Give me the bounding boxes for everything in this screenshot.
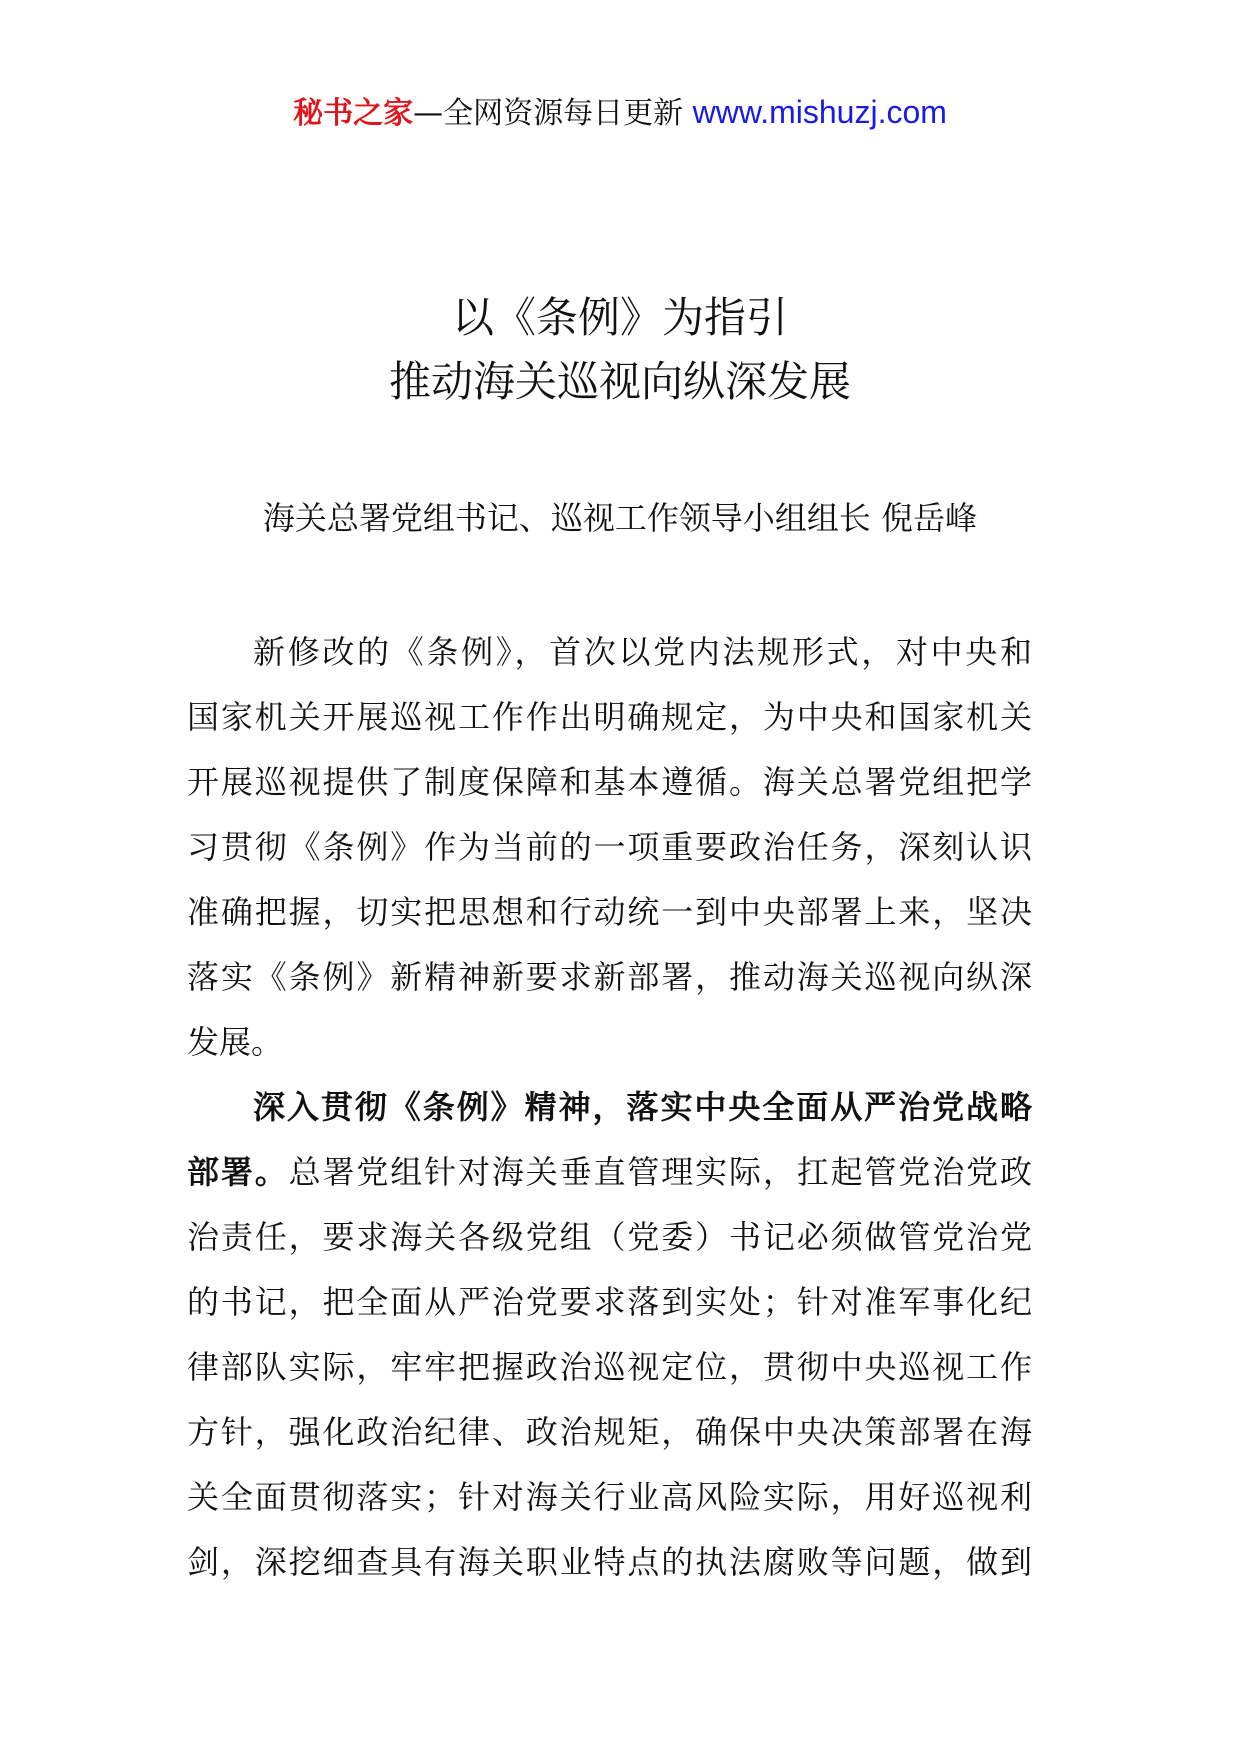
paragraph-line: 习贯彻《条例》作为当前的一项重要政治任务，深刻认识 [187,828,1032,866]
document-body [187,620,1032,1595]
paragraph-line: 准确把握，切实把思想和行动统一到中央部署上来，坚决 [187,893,1032,931]
paragraph-line: 剑，深挖细查具有海关职业特点的执法腐败等问题，做到 [187,1543,1032,1581]
site-header [0,92,1240,134]
paragraph-line: 新修改的《条例》，首次以党内法规形式，对中央和 [253,633,1032,671]
paragraph-line: 落实《条例》新精神新要求新部署，推动海关巡视向纵深 [187,958,1032,996]
paragraph-line: 国家机关开展巡视工作作出明确规定，为中央和国家机关 [187,698,1032,736]
paragraph-2 [187,1075,1032,1595]
document-title-line-1: 以《条例》为指引 [451,293,788,342]
paragraph-line: 方针，强化政治纪律、政治规矩，确保中央决策部署在海 [187,1413,1032,1451]
author-byline: 海关总署党组书记、巡视工作领导小组组长 倪岳峰 [262,499,978,537]
paragraph-line: 律部队实际，牢牢把握政治巡视定位，贯彻中央巡视工作 [187,1348,1032,1386]
section-heading: 深入贯彻《条例》精神，落实中央全面从严治党战略 [253,1088,1032,1126]
paragraph-line: 发展。 [187,1023,284,1061]
paragraph-line [187,1075,1032,1140]
paragraph-line [187,1140,1032,1205]
paragraph-text: 总署党组针对海关垂直管理实际，扛起管党治党政 [288,1153,1032,1191]
section-heading-end: 部署。 [187,1153,289,1191]
paragraph-1 [187,620,1032,1075]
site-url-link[interactable]: www.mishuzj.com [692,94,947,130]
paragraph-line: 的书记，把全面从严治党要求落到实处；针对准军事化纪 [187,1283,1032,1321]
document-title-line-2: 推动海关巡视向纵深发展 [388,357,851,406]
site-tagline: —全网资源每日更新 [413,96,684,131]
site-brand: 秘书之家 [293,96,414,131]
paragraph-line: 关全面贯彻落实；针对海关行业高风险实际，用好巡视利 [187,1478,1032,1516]
paragraph-line: 治责任，要求海关各级党组（党委）书记必须做管党治党 [187,1218,1032,1256]
paragraph-line: 开展巡视提供了制度保障和基本遵循。海关总署党组把学 [187,763,1032,801]
